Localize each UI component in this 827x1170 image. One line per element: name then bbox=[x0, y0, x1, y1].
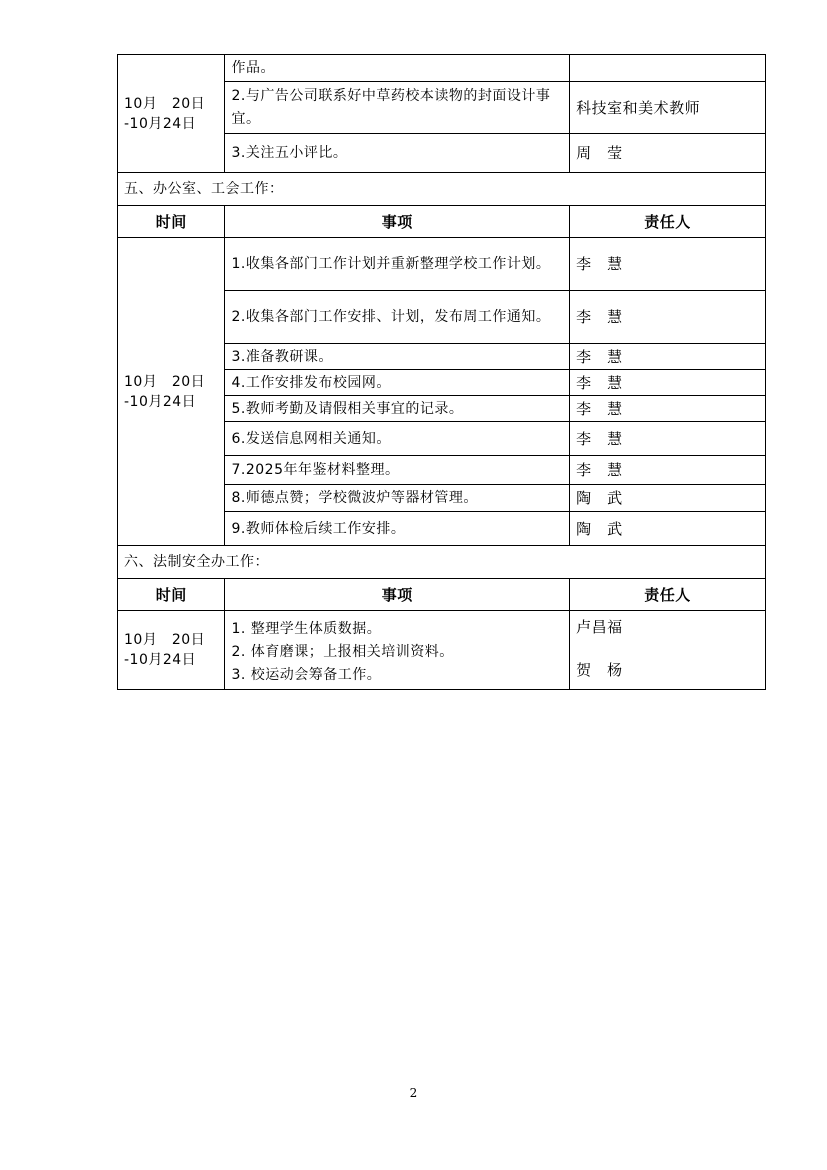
page-number: 2 bbox=[409, 1086, 418, 1100]
header-row bbox=[118, 579, 766, 611]
section-title-row bbox=[118, 546, 766, 579]
time-cell bbox=[118, 611, 225, 690]
responsible-person: 李 慧 bbox=[570, 291, 766, 344]
task-item: 1.收集各部门工作计划并重新整理学校工作计划。 bbox=[225, 238, 570, 291]
responsible-person: 卢昌福 bbox=[576, 618, 623, 636]
time-cell bbox=[118, 238, 225, 546]
table-row bbox=[118, 55, 766, 82]
responsible-person: 贺 杨 bbox=[576, 661, 623, 679]
task-item: 6.发送信息网相关通知。 bbox=[225, 422, 570, 456]
task-list bbox=[225, 611, 570, 690]
responsible-person: 李 慧 bbox=[570, 370, 766, 396]
time-cell bbox=[118, 55, 225, 173]
section-title: 六、法制安全办工作： bbox=[118, 546, 766, 579]
responsible-persons bbox=[570, 611, 766, 690]
header-person: 责任人 bbox=[570, 579, 766, 611]
table-row bbox=[118, 611, 766, 690]
table-row bbox=[118, 238, 766, 291]
responsible-person: 李 慧 bbox=[570, 456, 766, 485]
time-end: -10月24日 bbox=[124, 115, 197, 132]
section-title-row bbox=[118, 173, 766, 206]
list-item: 1. 整理学生体质数据。 bbox=[231, 620, 382, 637]
time-end: -10月24日 bbox=[124, 652, 197, 668]
time-start: 10月 20日 bbox=[124, 95, 206, 112]
task-item: 7.2025年年鉴材料整理。 bbox=[225, 456, 570, 485]
responsible-person: 李 慧 bbox=[570, 396, 766, 422]
task-item: 9.教师体检后续工作安排。 bbox=[225, 512, 570, 546]
header-item: 事项 bbox=[225, 579, 570, 611]
task-item: 2.与广告公司联系好中草药校本读物的封面设计事宜。 bbox=[225, 82, 570, 134]
responsible-person bbox=[570, 55, 766, 82]
header-person: 责任人 bbox=[570, 206, 766, 238]
header-item: 事项 bbox=[225, 206, 570, 238]
responsible-person: 陶 武 bbox=[570, 512, 766, 546]
task-item: 3.关注五小评比。 bbox=[225, 134, 570, 173]
task-item: 8.师德点赞；学校微波炉等器材管理。 bbox=[225, 485, 570, 512]
task-item: 5.教师考勤及请假相关事宜的记录。 bbox=[225, 396, 570, 422]
task-item: 3.准备教研课。 bbox=[225, 344, 570, 370]
responsible-person: 李 慧 bbox=[570, 344, 766, 370]
list-item: 3. 校运动会筹备工作。 bbox=[231, 666, 382, 683]
schedule-table bbox=[117, 54, 766, 690]
task-item: 4.工作安排发布校园网。 bbox=[225, 370, 570, 396]
task-item: 作品。 bbox=[225, 55, 570, 82]
responsible-person: 李 慧 bbox=[570, 422, 766, 456]
responsible-person: 李 慧 bbox=[570, 238, 766, 291]
task-item: 2.收集各部门工作安排、计划，发布周工作通知。 bbox=[225, 291, 570, 344]
list-item: 2. 体育磨课；上报相关培训资料。 bbox=[231, 643, 454, 660]
header-time: 时间 bbox=[118, 206, 225, 238]
header-row bbox=[118, 206, 766, 238]
time-start: 10月 20日 bbox=[124, 373, 206, 390]
time-end: -10月24日 bbox=[124, 393, 197, 410]
responsible-person: 科技室和美术教师 bbox=[570, 82, 766, 134]
time-start: 10月 20日 bbox=[124, 632, 206, 648]
header-time: 时间 bbox=[118, 579, 225, 611]
responsible-person: 陶 武 bbox=[570, 485, 766, 512]
section-title: 五、办公室、工会工作： bbox=[118, 173, 766, 206]
responsible-person: 周 莹 bbox=[570, 134, 766, 173]
